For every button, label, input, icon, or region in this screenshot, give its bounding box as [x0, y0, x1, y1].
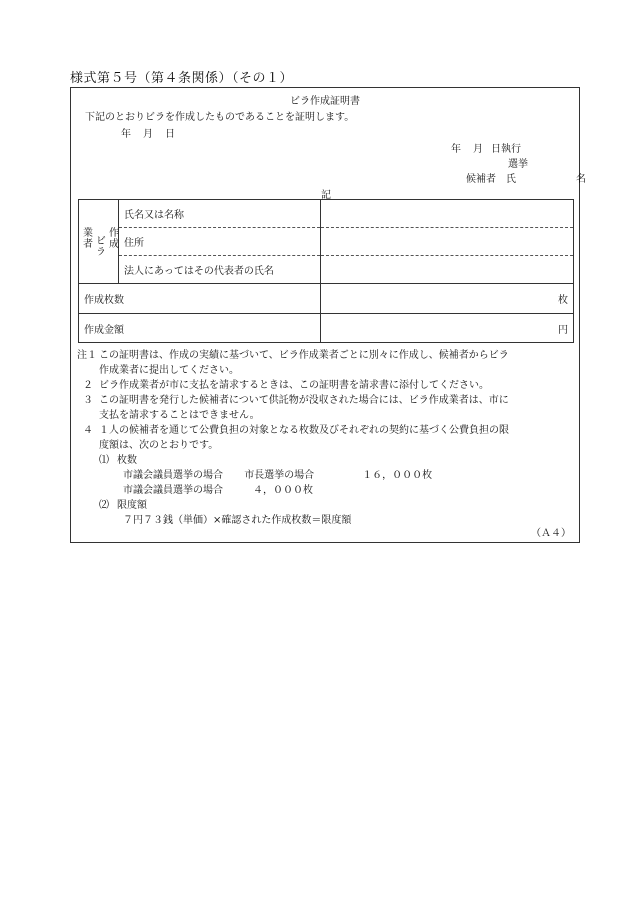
issue-day-label: 日: [165, 129, 175, 140]
note-1-text: この証明書は、作成の実績に基づいて、ビラ作成業者ごとに別々に作成し、候補者からビラ: [99, 350, 509, 361]
certificate-frame: [70, 87, 586, 543]
note-4-label: ４: [83, 425, 93, 436]
sub1-title: 枚数: [117, 455, 137, 466]
maker-rep-label: 法人にあってはその代表者の氏名: [119, 256, 321, 284]
election-label: 選挙: [508, 159, 528, 170]
table-row: [79, 284, 574, 314]
maker-label-col3: 業者: [80, 226, 92, 249]
intro-text: 下記のとおりビラを作成したものであることを証明します。: [85, 112, 355, 123]
maker-name-label: 氏名又は名称: [119, 200, 321, 228]
document-title: ビラ作成証明書: [290, 96, 360, 107]
table-row: [79, 228, 574, 256]
issue-month-label: 月: [143, 129, 153, 140]
candidate-line: [466, 170, 586, 185]
sub1-label: ⑴: [99, 455, 109, 466]
note-2-label: ２: [83, 380, 93, 391]
note-3: [77, 393, 577, 408]
amount-unit: 円: [558, 324, 568, 336]
council-value: ４，０００枚: [253, 485, 313, 496]
note-4: [77, 423, 577, 438]
maker-label: [81, 227, 117, 257]
table-row: [79, 200, 574, 228]
table-row: [79, 256, 574, 284]
election-month-label: 月: [473, 144, 483, 155]
note-4-text-cont: 度額は、次のとおりです。: [99, 440, 219, 451]
mayor-row: [77, 468, 577, 483]
limit-formula: ７円７３銭（単価）×確認された作成枚数＝限度額: [123, 515, 352, 526]
note-3-label: ３: [83, 395, 93, 406]
certificate-table: [78, 199, 574, 343]
council-row: [77, 483, 577, 498]
maker-label-col2: ビラ: [93, 234, 105, 257]
candidate-label: 候補者: [466, 174, 496, 185]
maker-address-label: 住所: [119, 228, 321, 256]
note-2: [77, 378, 577, 393]
paper-size-label: （Ａ４）: [531, 528, 571, 539]
note-1-label: 注１: [77, 350, 97, 361]
name-label-mei: 名: [576, 174, 586, 185]
issue-year-label: 年: [121, 129, 131, 140]
amount-field[interactable]: [321, 314, 574, 343]
table-row: [79, 314, 574, 343]
note-4-sub2: [77, 498, 577, 513]
maker-rep-field[interactable]: [321, 256, 574, 284]
count-field[interactable]: [321, 284, 574, 314]
mayor-value: １６，０００枚: [362, 470, 433, 481]
sub2-title: 限度額: [117, 500, 147, 511]
election-held-label: 日執行: [491, 144, 521, 155]
sub2-label: ⑵: [99, 500, 109, 511]
note-3-text-cont: 支払を請求することはできません。: [99, 410, 260, 421]
election-year-label: 年: [451, 144, 461, 155]
count-label: 作成枚数: [79, 284, 321, 314]
note-1: [77, 348, 577, 363]
issue-date: [121, 125, 175, 140]
ki-label: 記: [321, 190, 331, 201]
note-1-text-cont: 作成業者に提出してください。: [99, 365, 239, 376]
name-label-shi: 氏: [506, 174, 516, 185]
maker-label-col1: 作成: [106, 226, 118, 249]
council-label: 市議会議員選挙の場合: [123, 485, 223, 496]
count-unit: 枚: [558, 295, 568, 306]
note-4-text: １人の候補者を通じて公費負担の対象となる枚数及びそれぞれの契約に基づく公費負担の限: [99, 425, 509, 436]
amount-label: 作成金額: [79, 314, 321, 343]
note-3-text: この証明書を発行した候補者について供託物が没収された場合には、ビラ作成業者は、市に: [99, 395, 509, 406]
election-date: [451, 140, 521, 155]
maker-label-cell: [79, 200, 119, 284]
maker-name-field[interactable]: [321, 200, 574, 228]
maker-address-field[interactable]: [321, 228, 574, 256]
mayor-label: 市長選挙の場合: [244, 470, 315, 481]
note-2-text: ビラ作成業者が市に支払を請求するときは、この証明書を請求書に添付してください。: [99, 380, 489, 391]
notes-section: [77, 348, 577, 528]
form-number-title: 様式第５号（第４条関係）（その１）: [70, 71, 294, 86]
note-4-sub1: [77, 453, 577, 468]
council-label-spacer: 市議会議員選挙の場合: [123, 470, 223, 481]
